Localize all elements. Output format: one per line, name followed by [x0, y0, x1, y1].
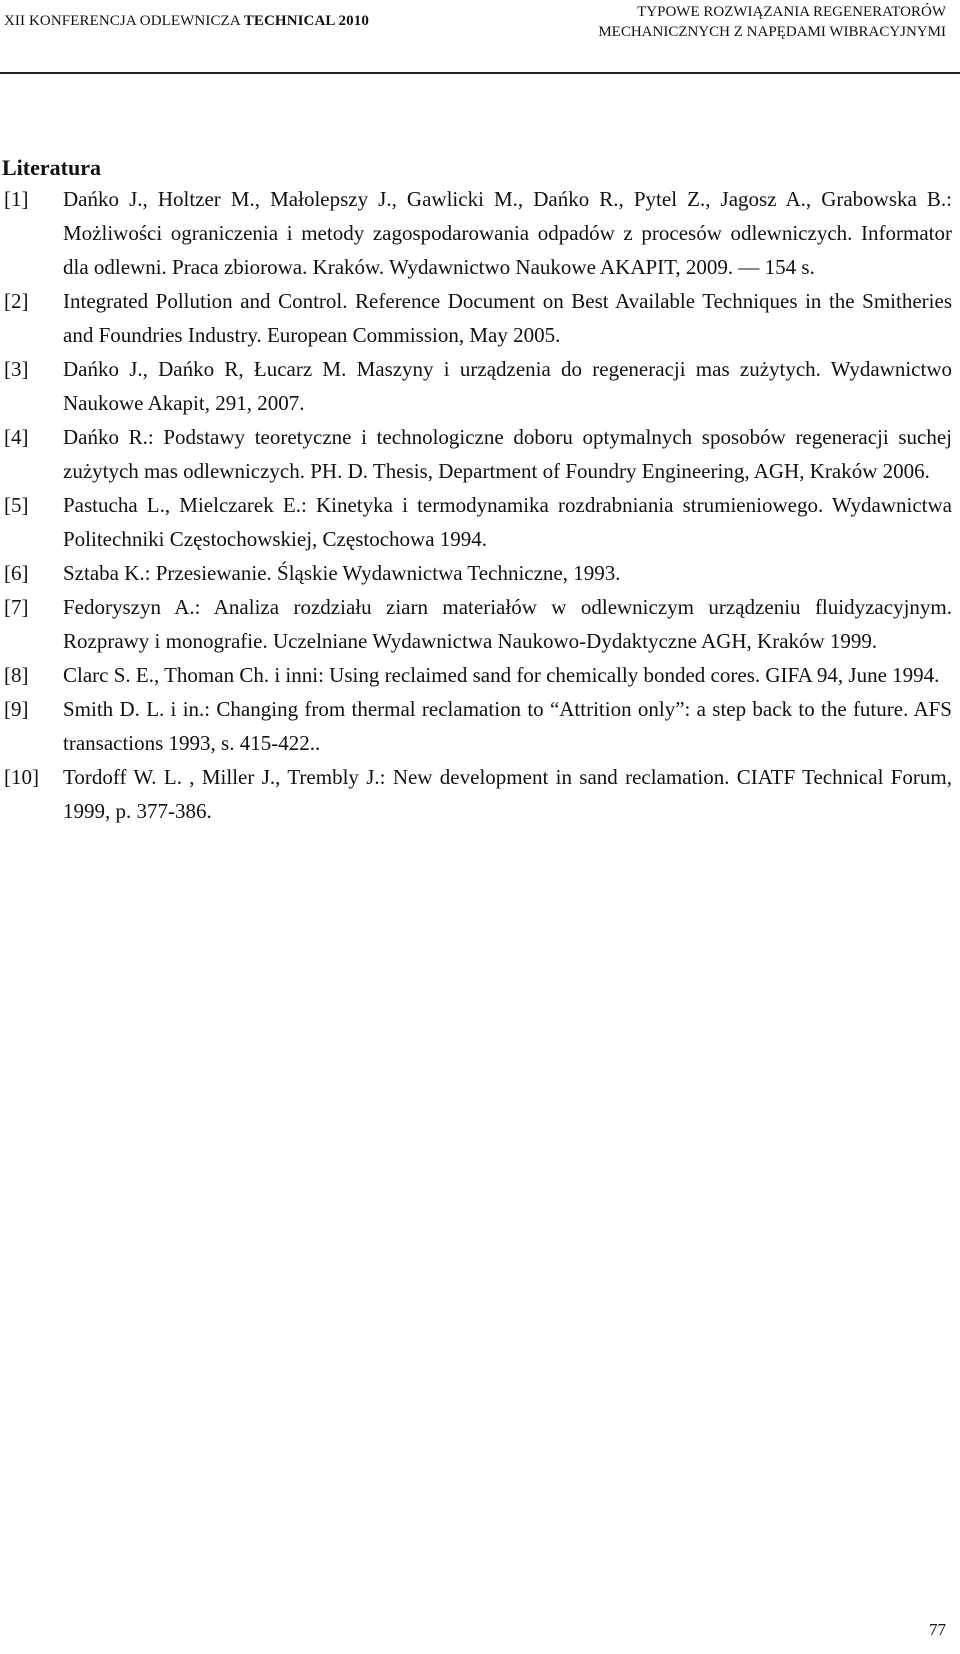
conference-bold: TECHNICAL 2010: [243, 13, 369, 29]
reference-item: [0, 692, 952, 760]
reference-item: [0, 556, 952, 590]
reference-label: [5]: [4, 493, 29, 517]
reference-item: [0, 590, 952, 658]
running-header: [0, 0, 960, 74]
reference-text: Clarc S. E., Thoman Ch. i inni: Using reclaimed sand for chemically bonded cores. GIFA 94, June 1994.: [63, 663, 940, 687]
reference-label: [1]: [4, 187, 29, 211]
reference-label: [9]: [4, 697, 29, 721]
reference-item: [0, 658, 952, 692]
paper-running-title: [598, 2, 946, 42]
paper-title-line-2: MECHANICZNYCH Z NAPĘDAMI WIBRACYJNYMI: [598, 24, 946, 40]
reference-label: [2]: [4, 289, 29, 313]
reference-text: Integrated Pollution and Control. Reference Document on Best Available Techniques in the Smitheries and Foundries Industry. European Commission, May 2005.: [63, 289, 952, 347]
reference-label: [4]: [4, 425, 29, 449]
paper-title-line-1: TYPOWE ROZWIĄZANIA REGENERATORÓW: [637, 4, 946, 20]
reference-label: [7]: [4, 595, 29, 619]
reference-item: [0, 488, 952, 556]
reference-text: Fedoryszyn A.: Analiza rozdziału ziarn materiałów w odlewniczym urządzeniu fluidyzacyjnym. Rozprawy i monografie. Uczelniane Wydawnictwa Naukowo-Dydaktyczne AGH, Kraków 1999.: [63, 595, 952, 653]
reference-item: [0, 760, 952, 828]
reference-item: [0, 182, 952, 284]
section-title: Literatura: [2, 155, 101, 180]
reference-label: [8]: [4, 663, 29, 687]
page-number: 77: [929, 1620, 946, 1639]
reference-text: Sztaba K.: Przesiewanie. Śląskie Wydawnictwa Techniczne, 1993.: [63, 561, 621, 585]
reference-item: [0, 284, 952, 352]
reference-text: Dańko R.: Podstawy teoretyczne i technologiczne doboru optymalnych sposobów regeneracji suchej zużytych mas odlewniczych. PH. D. Thesis, Department of Foundry Engineering, AGH, Kraków 2006.: [63, 425, 952, 483]
reference-text: Tordoff W. L. , Miller J., Trembly J.: New development in sand reclamation. CIATF Technical Forum, 1999, p. 377-386.: [63, 765, 952, 823]
reference-text: Dańko J., Holtzer M., Małolepszy J., Gawlicki M., Dańko R., Pytel Z., Jagosz A., Grabowska B.: Możliwości ograniczenia i metody zagospodarowania odpadów z procesów odlewniczych. Informator dla odlewni. Praca zbiorowa. Kraków. Wydawnictwo Naukowe AKAPIT, 2009. — 154 s.: [63, 187, 952, 279]
reference-label: [10]: [4, 765, 39, 789]
conference-name: [4, 13, 369, 30]
conference-prefix: XII KONFERENCJA ODLEWNICZA: [4, 13, 244, 29]
reference-list: [0, 182, 952, 828]
reference-label: [3]: [4, 357, 29, 381]
reference-text: Smith D. L. i in.: Changing from thermal reclamation to “Attrition only”: a step back to the future. AFS transactions 1993, s. 415-422..: [63, 697, 952, 755]
reference-text: Pastucha L., Mielczarek E.: Kinetyka i termodynamika rozdrabniania strumieniowego. Wydawnictwa Politechniki Częstochowskiej, Częstochowa 1994.: [63, 493, 952, 551]
reference-label: [6]: [4, 561, 29, 585]
reference-item: [0, 352, 952, 420]
reference-item: [0, 420, 952, 488]
reference-text: Dańko J., Dańko R, Łucarz M. Maszyny i urządzenia do regeneracji mas zużytych. Wydawnictwo Naukowe Akapit, 291, 2007.: [63, 357, 952, 415]
